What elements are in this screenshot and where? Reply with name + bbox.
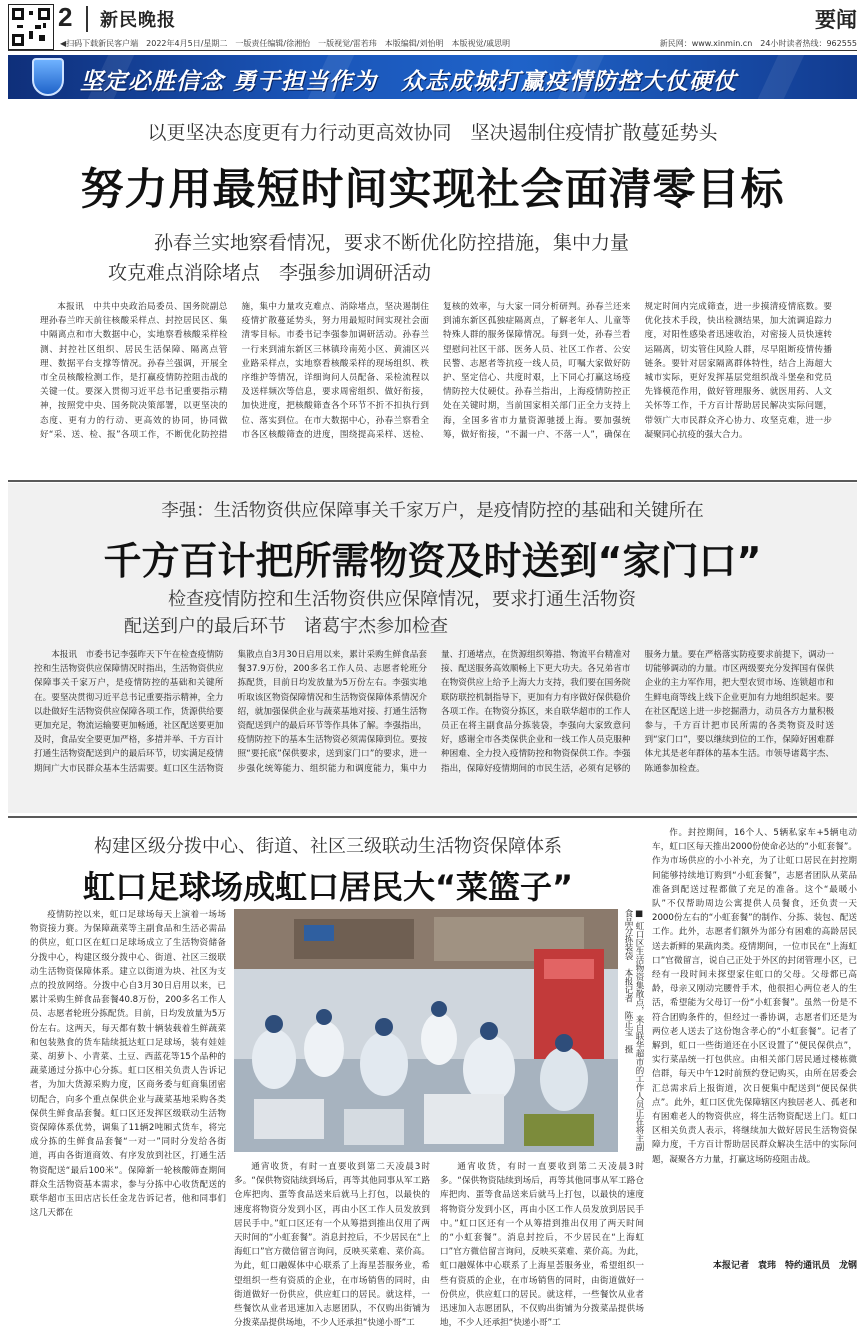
article1-body bbox=[40, 300, 832, 466]
article2-subheadline-2: 配送到户的最后环节 诸葛宇杰参加检查 bbox=[124, 616, 448, 637]
page-number: 2 bbox=[58, 2, 73, 32]
section-title: 要闻 bbox=[815, 8, 857, 32]
article3-byline: 本报记者 袁玮 特约通讯员 龙钢 bbox=[712, 1261, 857, 1271]
website-hotline: 新民网：www.xinmin.cn 24小时读者热线：962555 bbox=[659, 39, 857, 48]
article3-paragraph: 疫情防控以来，虹口足球场每天上演着一场场物资接力赛。为保障蔬菜等主副食品和生活必需品的供应，虹口区在虹口足球场成立了生活物资储备分拨中心，构建区级分拨中心、街道、社区三级联动生活物资保障体系。建立以街道为块、社区为支点的投放网络。分拨中心自3月30日启用以来，已累计采购生鲜食品套餐40.8万份，200多名工作人员、志愿者轮班分拣配货。目前，日均发放量为5万份左右。这两天，每天都有数十辆装载着生鲜蔬菜和包装熟食的货车陆续抵达虹口足球场，装有娃娃菜、胡萝卜、小青菜、土豆、西蓝花等15个品种的蔬菜通过分拣中心分拣。虹口区相关负责人告诉记者，为加大货源采购力度，区商务委与虹商集团密切配合，向多个重点保供企业与蔬菜基地采购各类保供生鲜食品套餐。虹口区还发挥区级联动生活物资保障体系优势，调集了11辆2吨厢式货车，将完成分拣的生鲜食品套餐“一对一”同时分发给各街道，再由各街道商效、有序发放到社区，打通生活物资配送“最后100米”。保障新一轮核酸筛查期间群众生活物资基本需求，参与分拣中心收货配送的联华超市玉田店店长任金龙告诉记者，他和同事们这几天都在 bbox=[30, 910, 226, 1219]
article2-body bbox=[34, 648, 834, 810]
news-photo-sorting-center[interactable] bbox=[234, 909, 618, 1152]
article1-headline[interactable]: 努力用最短时间实现社会面清零目标 bbox=[80, 165, 785, 215]
article3-paragraph: 作。封控期间，16个人、5辆私家车+5辆电动车，虹口区每天推出2000份使命必达的“小虹套餐”。作为市场供应的小小补充，为了让虹口居民在封控期间能够持续地订购到“小虹套餐”，志愿者团队从菜品准备到配送过程都做了充足的准备。这个“最暖小队”不仅帮助周边公寓提供人员餐食，还负责一天2000份左右的“小虹套餐”的制作、分拣、装包、配送工作。此外，志愿者们额外为部分有困难的高龄居民送去新鲜的果蔬肉类。疫情期间，一位市民在“上海虹口”官微留言，说自己正处于外区的封闭管理小区，已经有一段时间未探望家住虹口的父母。父母都已高龄，母亲又刚动完腰骨手术，他很担心两位老人的生活，希望能为父母订一份“小虹套餐”。虽然一份是不符合团购条件的，但经过一番协调，志愿者们还是为两位老人送去了这份饱含孝心的“小虹套餐”。记者了解到，虹口一些街道还在小区设置了“便民保供点”，实行菜品统一打包供应。由相关部门居民通过楼栋微信群，每天中午12时前预约登记购买，由所在居委会汇总需求后上报街道，次日便集中配送到“便民保供点”。此外，虹口区优先保障辖区内独居老人、孤老和有困难老人的物资供应，将生活物资配送上门。虹口区相关负责人表示，将继续加大做好居民生活物资保障力度，千方百计帮助居民群众解决生活中的实际问题，凝聚各方力量，打赢这场防疫阻击战。 bbox=[652, 828, 857, 1165]
article1-kicker: 以更坚决态度更有力行动更高效协同 坚决遏制住疫情扩散蔓延势头 bbox=[147, 122, 718, 144]
article3-body-middle-b bbox=[440, 1160, 644, 1329]
article2-subheadline-1: 检查疫情防控和生活物资供应保障情况，要求打通生活物资 bbox=[168, 589, 636, 610]
header-rule bbox=[8, 50, 857, 51]
campaign-banner bbox=[8, 55, 857, 99]
qr-code[interactable] bbox=[8, 4, 54, 50]
article2-headline[interactable]: 千方百计把所需物资及时送到“家门口” bbox=[103, 539, 762, 583]
article3-paragraph: 通宵收货，有时一直要收到第二天凌晨3时多。“保供物资陆续到场后，再等其他同事从军工路仓库把肉、蛋等食品送来后就马上打包，以最快的速度将物资分发到小区，再由小区工作人员发放到居民手中。”虹口区还有一个从筹措到推出仅用了两天时间的“小虹套餐”。消息封控后，不少居民在“上海虹口”官方微信留言询问，反映买菜难、菜价高。为此，虹口融媒体中心联系了上海星荟服务业，希望组织一些有资质的企业，在市场销售的同时，由街道做好一份供应，供应虹口的居民。就这样，一些餐饮从业者迅速加入志愿团队，不仅购出街铺为分拨菜品提供场地，不少人还承担“快递小哥”工 bbox=[440, 1162, 644, 1329]
article2-kicker: 李强：生活物资供应保障事关千家万户，是疫情防控的基础和关键所在 bbox=[161, 501, 704, 521]
photo-caption: ■ 虹口区生活物资集散点，来自联华超市的工作人员正在将主副食品分拣装袋 本报记者 陈正宝 摄 bbox=[623, 909, 644, 1152]
section-divider bbox=[8, 480, 857, 482]
article1-subheadline-2: 攻克难点消除堵点 李强参加调研活动 bbox=[108, 262, 432, 284]
edition-info: ◀扫码下载新民客户端 2022年4月5日/星期二 一版责任编辑/徐湘怡 一版视觉/雷若玮 本版编辑/刘怡明 本版视觉/戚思明 bbox=[60, 39, 511, 48]
article2-paragraph: 本报讯 市委书记李强昨天下午在检查疫情防控和生活物资供应保障情况时指出，生活物资供应保障事关千家万户，是疫情防控的基础和关键所在。要坚决贯彻习近平总书记重要指示精神，全力以赴做好生活物资供应保障各项工作，货源供给要更加充足，物流运输要更加畅通，社区配送要更加及时，食品安全要更加严格，多措并举、千方百计打通生活物资配送到户的最后环节，切实满足疫情期间广大市民群众基本生活需要。虹口区生活物资集散点自3月30日启用以来，累计采购生鲜食品套餐37.9万份，200多名工作人员、志愿者轮班分拣配货，目前日均发放量为5万份左右。李强实地听取该区物资保障情况和生活物资保障体系情况介绍，就加强保供企业与蔬菜基地对接、打通生活物资配送到户的最后环节等作具体了解。李强指出，疫情防控下的基本生活物资必须需保障到位。要按照“要托底”保供要求，送到家门口”的要求，进一步强化统筹能力、组织能力和调度能力，集中力量、打通堵点，在货源组织筹措、物流平台精准对接、配送服务高效顺畅上下更大功夫。各兄弟省市在物资供应上给予上海大力支持，我们要在国务院联防联控机制指导下，更加有力有序做好保供稳价各项工作。在物资分拣区，来自联华超市的工作人员正在将主副食品分拣装袋，李强向大家致意问好，感谢全市各类保供企业和一线工作人员克服种种困难、全力投入疫情防控和物资保供工作。李强指出，保障好疫情期间的市民生活，必须有足够的服务力量。要在严格落实防疫要求前提下，调动一切能够调动的力量。市区两级要充分发挥国有保供企业的主力军作用，把大型农贸市场、连锁超市和生鲜电商等线上线下企业更加有力地组织起来。要在社区配送上进一步挖掘潜力，动员各方力量积极参与，千方百计把市民所需的各类物资及时送到“家门口”，要以继续到位的工作，保障好困难群体尤其是老年群体的基本生活。市领导诸葛宇杰、陈通参加检查。 bbox=[34, 650, 834, 774]
shield-icon bbox=[32, 58, 64, 96]
article3-body-middle-a bbox=[234, 1160, 430, 1329]
article1-paragraph: 本报讯 中共中央政治局委员、国务院副总理孙春兰昨天前往核酸采样点、封控居民区、集中隔离点和市大数据中心，实地察看核酸采样检测、封控社区组织、居民生活保障、隔离点管理、数据平台支撑等情况。孙春兰强调，开展全市全员核酸检测工作，是打赢疫情防控阻击战的关键一仗。要深入贯彻习近平总书记重要指示精神，按照党中央、国务院决策部署，以更坚决的态度、更有力的行动、更高效的协同，协同做好“采、送、检、报”各项工作，不断优化防控措施，集中力量攻克难点、消除堵点，坚决遏制住疫情扩散蔓延势头，努力用最短时间实现社会面清零目标。市委书记李强参加调研活动。孙春兰一行来到浦东新区三林镇玲南苑小区、黄浦区兴业路采样点，实地察看核酸采样的现场组织、秩序维护等情况，详细询问人员配备、采检流程以及送样频次等信息，要求周密组织、做好衔接，加快进度，把核酸筛查各个环节不折不扣执行到位、落实到位。在市大数据中心，孙春兰察看全市各区核酸筛查的进度，围绕提高采样、送检、复核的效率，与大家一同分析研判。孙春兰还来到浦东新区孤独症隔离点，了解老年人、儿童等特殊人群的服务保障情况。每到一处，孙春兰看望慰问社区干部、医务人员、社区工作者、公安民警、志愿者等抗疫一线人员，叮嘱大家做好防护、坚定信心、共度时艰，上下同心打赢这场疫情防控大仗硬仗。孙春兰指出，上海疫情防控正处在关键时期，当前国家相关部门正全力支持上海，全国多省市力量资源驰援上海。要加强统筹，做好衔接，“不漏一户、不落一人”，确保在规定时间内完成筛查，进一步摸清疫情底数。要优化技术手段，快出检测结果，加大流调追踪力度，对阳性感染者迅速收治，对密接人员快速转运隔离，切实管住风险人群，尽早阻断疫情传播链条。要针对居家隔离群体特性，结合上海超大城市实际，更好发挥基层党组织战斗堡垒和党员先锋模范作用，做好管理服务、就医用药、人文关怀等工作，千方百计帮助居民解决实际问题，带领广大市民群众齐心协力、攻坚克难，进一步凝聚同心抗疫的强大合力。 bbox=[40, 302, 832, 440]
article1-subheadline-1: 孙春兰实地察看情况，要求不断优化防控措施，集中力量 bbox=[154, 232, 630, 254]
article3-body-right bbox=[652, 826, 857, 1252]
article3-headline[interactable]: 虹口足球场成虹口居民大“菜篮子” bbox=[82, 868, 574, 906]
masthead-divider bbox=[86, 6, 88, 32]
article3-body-left bbox=[30, 908, 226, 1278]
newspaper-logo: 新民晚报 bbox=[100, 10, 176, 31]
article3-kicker: 构建区级分拨中心、街道、社区三级联动生活物资保障体系 bbox=[94, 836, 562, 857]
photo-illustration bbox=[234, 909, 618, 1152]
banner-slogan: 坚定必胜信念 勇于担当作为 众志成城打赢疫情防控大仗硬仗 bbox=[80, 69, 738, 95]
article3-paragraph: 通宵收货，有时一直要收到第二天凌晨3时多。“保供物资陆续到场后，再等其他同事从军工路仓库把肉、蛋等食品送来后就马上打包，以最快的速度将物资分发到小区，再由小区工作人员发放到居民手中。”虹口区还有一个从筹措到推出仅用了两天时间的“小虹套餐”。消息封控后，不少居民在“上海虹口”官方微信留言询问，反映买菜难、菜价高。为此，虹口融媒体中心联系了上海星荟服务业，希望组织一些有资质的企业，在市场销售的同时，由街道做好一份供应，供应虹口的居民。就这样，一些餐饮从业者迅速加入志愿团队，不仅购出街铺为分拨菜品提供场地，不少人还承担“快递小哥”工 bbox=[234, 1162, 430, 1329]
section-divider bbox=[8, 816, 857, 818]
